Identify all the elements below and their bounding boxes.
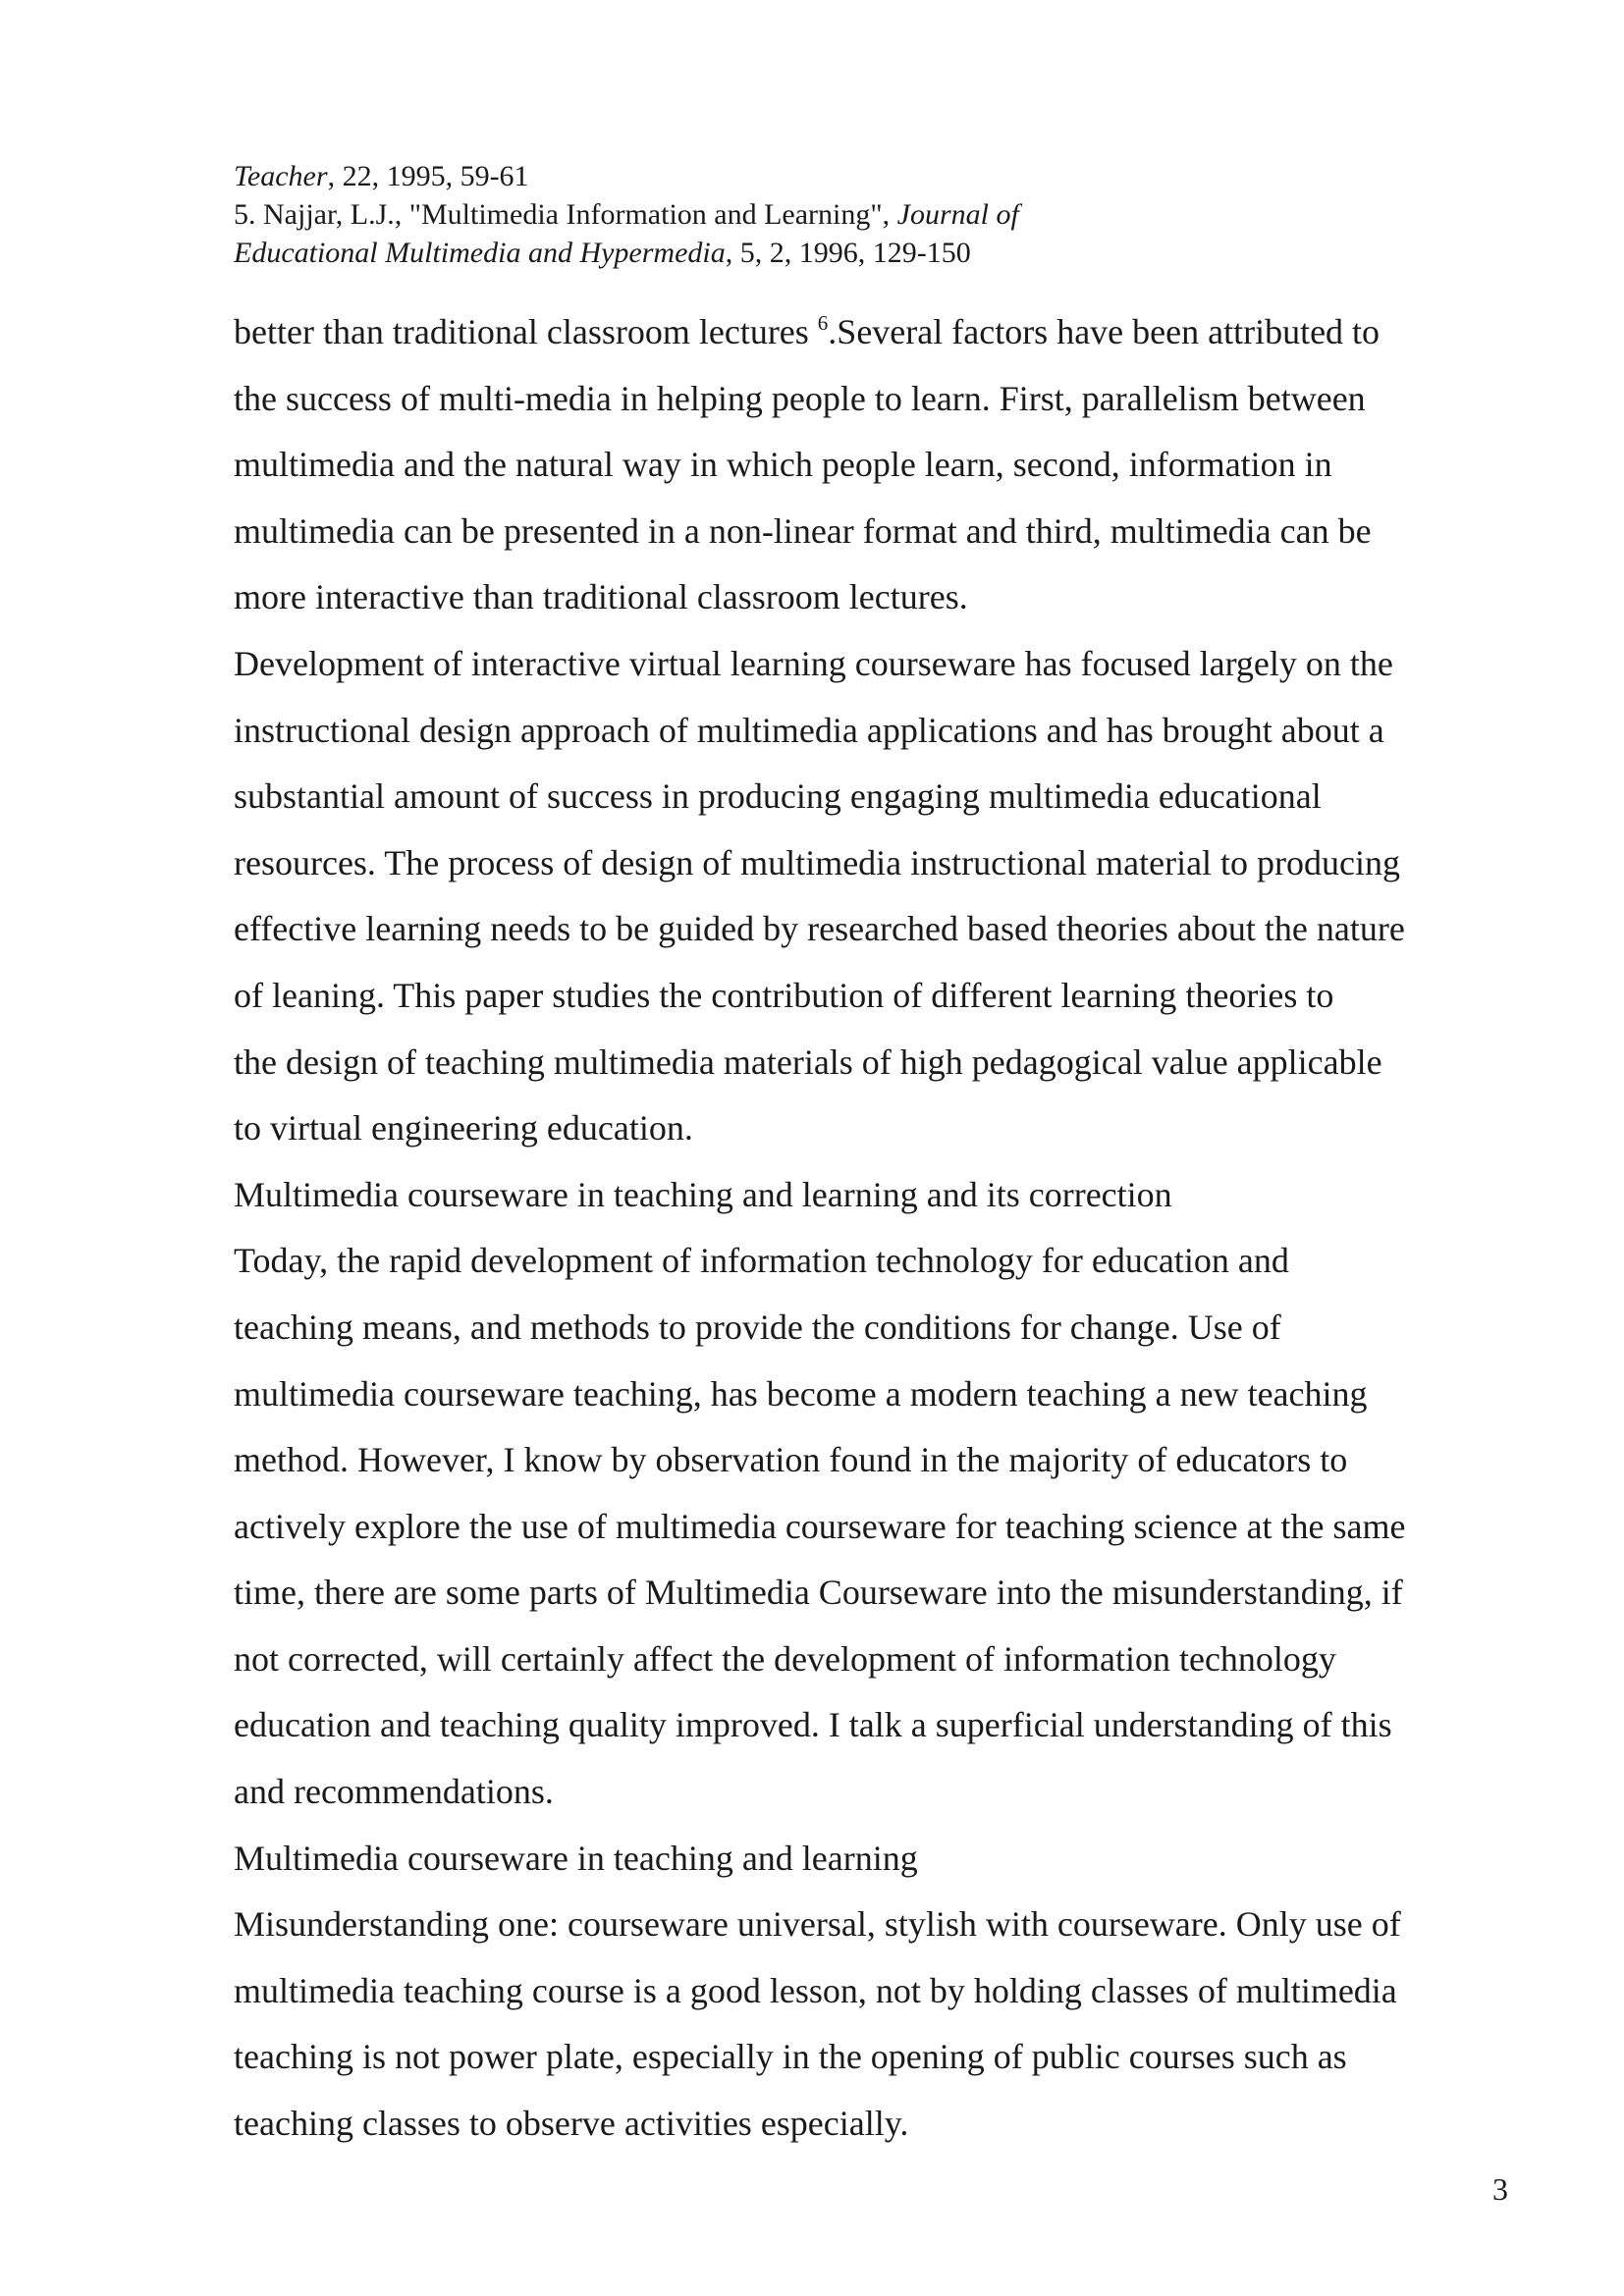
body-line: more interactive than traditional classroom lectures. [234, 577, 968, 617]
reference-line [234, 195, 1510, 234]
body-line: instructional design approach of multimedia applications and has brought about a [234, 710, 1384, 750]
body-line: the success of multi-media in helping people to learn. First, parallelism between [234, 378, 1366, 418]
reference-text: 5. Najjar, L.J., "Multimedia Information and Learning", [234, 198, 897, 231]
reference-line [234, 234, 1510, 272]
body-line: effective learning needs to be guided by researched based theories about the nature [234, 909, 1405, 949]
body-line: substantial amount of success in producing engaging multimedia educational [234, 776, 1322, 817]
body-line: of leaning. This paper studies the contribution of different learning theories to [234, 975, 1334, 1015]
page-number: 3 [1492, 2171, 1508, 2207]
body-line: Misunderstanding one: courseware universal, stylish with courseware. Only use of [234, 1904, 1401, 1945]
body-text-segment: .Several factors have been attributed to [828, 312, 1380, 351]
section-heading: Multimedia courseware in teaching and learning and its correction [234, 1174, 1172, 1214]
body-line: teaching classes to observe activities especially. [234, 2104, 909, 2144]
reference-italic: Journal of [896, 198, 1019, 231]
body-line: to virtual engineering education. [234, 1108, 693, 1148]
body-line [234, 299, 1530, 366]
reference-italic: Educational Multimedia and Hypermedia [234, 237, 726, 269]
body-line: method. However, I know by observation found in the majority of educators to [234, 1440, 1348, 1480]
body-line: resources. The process of design of multimedia instructional material to producing [234, 842, 1401, 882]
body-line: education and teaching quality improved. I talk a superficial understanding of this [234, 1705, 1392, 1745]
body-line: the design of teaching multimedia materials of high pedagogical value applicable [234, 1041, 1382, 1082]
body-line: teaching means, and methods to provide the conditions for change. Use of [234, 1307, 1281, 1347]
body-line: Development of interactive virtual learning courseware has focused largely on the [234, 643, 1393, 683]
reference-text: , 5, 2, 1996, 129-150 [725, 237, 971, 269]
body-line: Today, the rapid development of information technology for education and [234, 1241, 1289, 1281]
body-line: multimedia teaching course is a good lesson, not by holding classes of multimedia [234, 1970, 1397, 2010]
reference-line [234, 157, 1510, 195]
body-text [234, 299, 1530, 2158]
reference-italic: Teacher [234, 160, 328, 192]
body-line: multimedia can be presented in a non-linear format and third, multimedia can be [234, 510, 1372, 551]
body-line: multimedia and the natural way in which people learn, second, information in [234, 445, 1332, 485]
body-line: multimedia courseware teaching, has become a modern teaching a new teaching [234, 1373, 1368, 1414]
section-heading: Multimedia courseware in teaching and learning [234, 1838, 918, 1878]
reference-list [234, 157, 1510, 272]
reference-text: , 22, 1995, 59-61 [327, 160, 529, 192]
body-line: teaching is not power plate, especially in the opening of public courses such as [234, 2037, 1347, 2077]
body-line: actively explore the use of multimedia courseware for teaching science at the same [234, 1506, 1406, 1546]
citation-superscript: 6 [817, 311, 829, 335]
body-line: time, there are some parts of Multimedia Courseware into the misunderstanding, if [234, 1573, 1403, 1613]
body-line: and recommendations. [234, 1772, 554, 1812]
body-text-segment: better than traditional classroom lectures [234, 312, 818, 351]
body-line: not corrected, will certainly affect the development of information technology [234, 1638, 1336, 1679]
